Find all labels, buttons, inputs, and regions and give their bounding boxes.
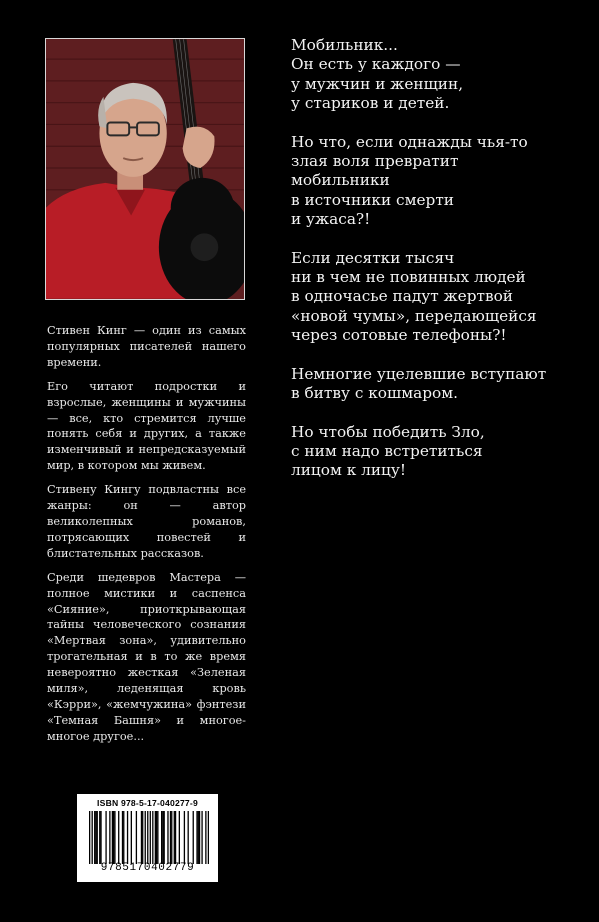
blurb-line: в источники смерти (291, 190, 454, 209)
barcode-bar (152, 811, 153, 864)
barcode-bar (161, 811, 162, 864)
barcode-bar (188, 811, 189, 864)
barcode-digits: 9785170402779 (100, 862, 195, 874)
author-bio (47, 323, 246, 753)
barcode-bar (105, 811, 106, 864)
barcode-bar (109, 811, 110, 864)
barcode-bar (100, 811, 101, 864)
bio-paragraph: Стивену Кингу подвластны все жанры: он — автор великолепных романов, потрясающих повестей и блистательных рассказов. (47, 483, 246, 560)
barcode-bar (150, 811, 151, 864)
bio-paragraph: Его читают подростки и взрослые, женщины и мужчины — все, кто стремится лучше понять себя и других, а также изменчивый и непредсказуемый мир, в котором мы живем. (47, 379, 246, 473)
barcode-bar (118, 811, 119, 864)
barcode-bar (114, 811, 115, 864)
barcode-bar (205, 811, 206, 864)
author-photo (45, 38, 245, 300)
barcode-bar (156, 811, 157, 864)
barcode-bar (142, 811, 143, 864)
blurb-line: с ним надо встретиться (291, 441, 483, 460)
barcode-bar (157, 811, 158, 864)
blurb-paragraph (291, 365, 581, 404)
barcode-bar (113, 811, 114, 864)
author-with-guitar-photo-icon (46, 39, 244, 299)
barcode-bar (147, 811, 148, 864)
blurb-line: Но чтобы победить Зло, (291, 422, 485, 441)
barcode-bar (199, 811, 200, 864)
blurb-line: у мужчин и женщин, (291, 74, 464, 93)
isbn-barcode (77, 794, 218, 882)
blurb-paragraph (291, 423, 581, 481)
barcode-bar (174, 811, 175, 864)
barcode-bar (184, 811, 185, 864)
blurb-line: в одночасье падут жертвой (291, 287, 514, 306)
barcode-bar (141, 811, 142, 864)
blurb-line: лицом к лицу! (291, 461, 407, 480)
barcode-bar (97, 811, 98, 864)
book-blurb (291, 36, 581, 500)
barcode-bars-icon (89, 811, 209, 864)
barcode-bar (193, 811, 194, 864)
barcode-bar (99, 811, 100, 864)
blurb-line: злая воля превратит (291, 152, 459, 171)
barcode-bar (92, 811, 93, 864)
blurb-line: Немногие уцелевшие вступают (291, 364, 547, 383)
barcode-bar (175, 811, 176, 864)
blurb-line: Он есть у каждого — (291, 55, 461, 74)
barcode-bar (208, 811, 209, 864)
blurb-line: Мобильник... (291, 36, 398, 54)
barcode-bar (196, 811, 197, 864)
bio-paragraph: Стивен Кинг — один из самых популярных писателей нашего времени. (47, 324, 246, 369)
blurb-line: у стариков и детей. (291, 94, 450, 113)
barcode-bar (198, 811, 199, 864)
barcode-bar (89, 811, 90, 864)
barcode-bar (164, 811, 165, 864)
barcode-bar (95, 811, 96, 864)
barcode-bar (167, 811, 168, 864)
barcode-bar (94, 811, 95, 864)
blurb-line: в битву с кошмаром. (291, 384, 459, 403)
blurb-line: «новой чумы», передающейся (291, 306, 537, 325)
barcode-bar (131, 811, 132, 864)
blurb-line: Если десятки тысяч (291, 248, 455, 267)
blurb-line: через сотовые телефоны?! (291, 326, 507, 345)
blurb-line: Но что, если однажды чья-то (291, 132, 528, 151)
barcode-bar (127, 811, 128, 864)
barcode-bar (155, 811, 156, 864)
barcode-bar (136, 811, 137, 864)
barcode-bar (171, 811, 172, 864)
barcode-bar (145, 811, 146, 864)
isbn-label: ISBN 978-5-17-040277-9 (97, 798, 198, 808)
barcode-bar (122, 811, 123, 864)
blurb-line: и ужаса?! (291, 210, 371, 229)
barcode-bar (201, 811, 202, 864)
blurb-paragraph (291, 249, 581, 346)
bio-paragraph: Среди шедевров Мастера — полное мистики и саспенса «Сияние», приоткрывающая тайны человеческого сознания «Мертвая зона», удивительно трогательная и в то же время невероятно жесткая «Зеленая миля», леденящая кровь «Кэрри», «жемчужина» фэнтези «Темная Башня» и многое-многое другое... (47, 570, 246, 743)
blurb-paragraph (291, 36, 581, 114)
blurb-paragraph (291, 133, 581, 230)
barcode-bar (123, 811, 124, 864)
barcode-bar (179, 811, 180, 864)
barcode-bar (162, 811, 163, 864)
blurb-line: ни в чем не повинных людей (291, 268, 526, 287)
barcode-bar (112, 811, 113, 864)
blurb-line: мобильники (291, 171, 390, 190)
barcode-bar (170, 811, 171, 864)
